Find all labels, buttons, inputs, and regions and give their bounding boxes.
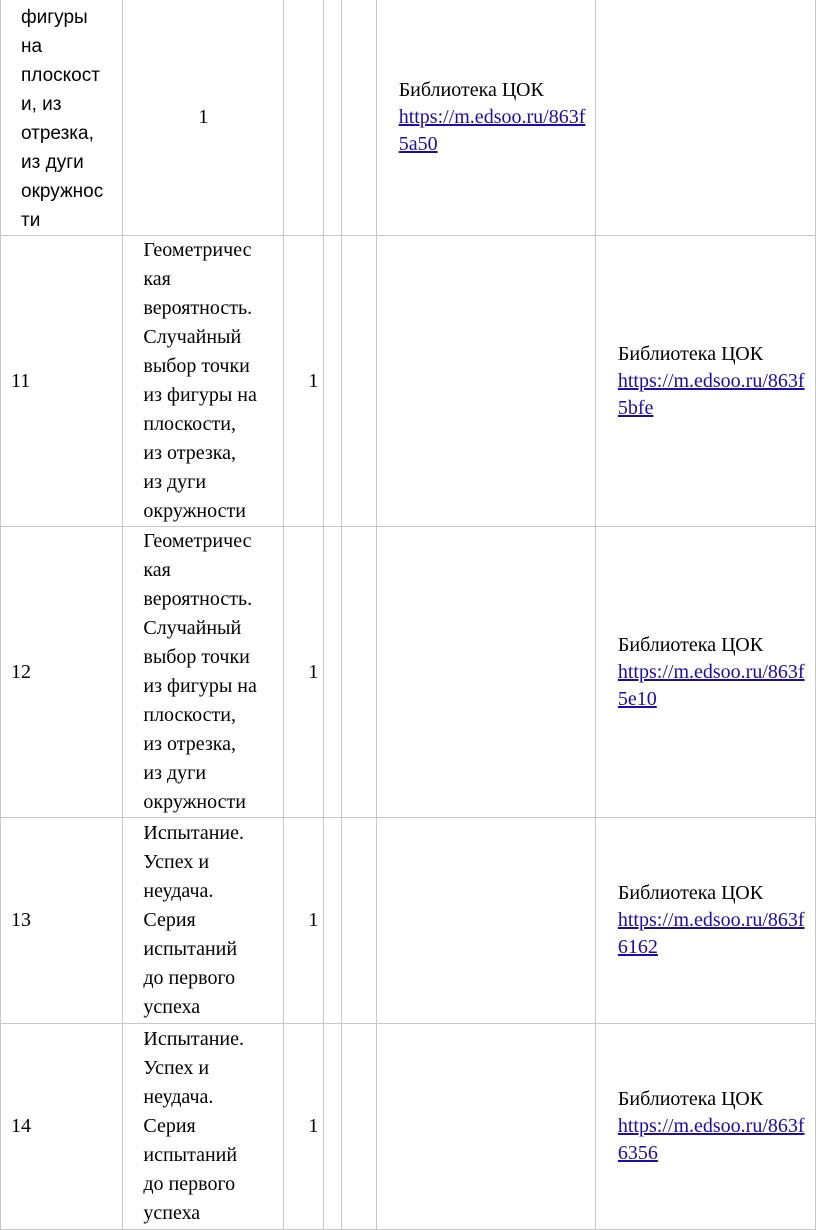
- library-label: Библиотека ЦОК: [617, 633, 764, 656]
- topic-text: Геометричес кая вероятность. Случайный выбор точки из фигуры на плоскости, из отрезка, из дуги окружности: [143, 530, 257, 813]
- empty-cell: [284, 0, 324, 236]
- library-label: Библиотека ЦОК: [617, 882, 764, 904]
- hours-value: 1: [308, 909, 319, 931]
- topic-cell: [123, 818, 284, 1024]
- empty-cell: [323, 0, 341, 236]
- empty-cell: [341, 1024, 376, 1230]
- resource-cell: [595, 818, 815, 1024]
- empty-cell: [323, 1024, 341, 1230]
- topic-cell: [123, 527, 284, 818]
- resource-cell: [376, 0, 595, 236]
- topic-cell: [1, 0, 123, 236]
- row-number: 13: [11, 909, 31, 931]
- topic-text: Геометричес кая вероятность. Случайный выбор точки из фигуры на плоскости, из отрезка, из дуги окружности: [143, 239, 257, 522]
- hours-cell: [284, 527, 324, 818]
- resource-cell: [595, 236, 815, 527]
- empty-cell: [376, 1024, 595, 1230]
- empty-cell: [341, 0, 376, 236]
- empty-cell: [376, 527, 595, 818]
- topic-cell: [123, 236, 284, 527]
- empty-cell: [323, 527, 341, 818]
- empty-cell: [376, 818, 595, 1024]
- hours-value: 1: [308, 660, 319, 683]
- resource-link[interactable]: https://m.edsoo.ru/863f 5bfe: [617, 369, 805, 419]
- table-row: [1, 527, 816, 818]
- resource-link[interactable]: https://m.edsoo.ru/863f 6162: [617, 909, 805, 958]
- resource-link[interactable]: https://m.edsoo.ru/863f 5a50: [398, 105, 586, 155]
- table-row: [1, 236, 816, 527]
- hours-cell: [123, 0, 284, 236]
- table-row: [1, 818, 816, 1024]
- resource-link[interactable]: https://m.edsoo.ru/863f 5e10: [617, 660, 805, 710]
- topic-text: Испытание. Успех и неудача. Серия испытаний до первого успеха: [143, 1028, 244, 1224]
- empty-cell: [595, 0, 815, 236]
- resource-link[interactable]: https://m.edsoo.ru/863f 6356: [617, 1115, 805, 1164]
- resource-cell: [595, 1024, 815, 1230]
- empty-cell: [323, 236, 341, 527]
- library-label: Библиотека ЦОК: [398, 78, 544, 101]
- row-number: 14: [11, 1115, 31, 1137]
- hours-value: 1: [308, 369, 319, 392]
- table-row: [1, 0, 816, 236]
- empty-cell: [341, 527, 376, 818]
- table-row: [1, 1024, 816, 1230]
- hours-value: 1: [308, 1115, 319, 1137]
- library-label: Библиотека ЦОК: [617, 342, 764, 365]
- empty-cell: [341, 818, 376, 1024]
- empty-cell: [323, 818, 341, 1024]
- library-label: Библиотека ЦОК: [617, 1088, 764, 1110]
- hours-cell: [284, 236, 324, 527]
- hours-cell: [284, 818, 324, 1024]
- hours-value: 1: [198, 105, 209, 128]
- topic-cell: [123, 1024, 284, 1230]
- empty-cell: [341, 236, 376, 527]
- topic-text: фигуры на плоскост и, из отрезка, из дуги окружнос ти: [21, 7, 104, 231]
- row-number: 12: [11, 660, 31, 683]
- hours-cell: [284, 1024, 324, 1230]
- empty-cell: [376, 236, 595, 527]
- topic-text: Испытание. Успех и неудача. Серия испытаний до первого успеха: [143, 822, 244, 1018]
- row-number: 11: [11, 369, 31, 392]
- resource-cell: [595, 527, 815, 818]
